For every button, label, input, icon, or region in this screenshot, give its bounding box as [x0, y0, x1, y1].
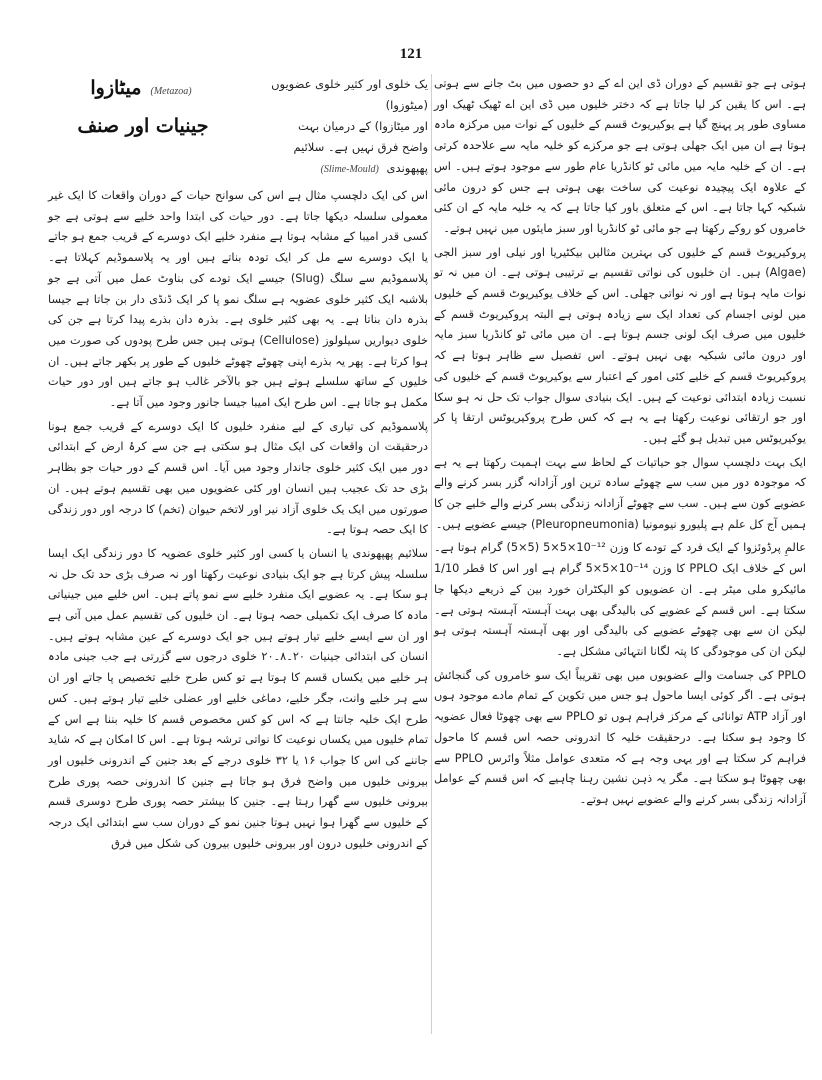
heading-genetics: جینیات اور صنف: [77, 115, 209, 137]
left-heading-block: [48, 74, 428, 180]
left-paragraph-1: اس کی ایک دلچسپ مثال ہے اس کی سوانح حیات کے دوران واقعات کا ایک غیر معمولی سلسلہ دیکھا جاتا ہے۔ دور حیات کی ابتدا واحد خلیے سے ہوتی ہے جو کسی قدر امیبا کے مشابہ ہوتا ہے منفرد خلیے ایک دوسرے کے قریب جمع ہو جاتے یا ایک دوسرے سے مل کر ایک تودہ بناتے ہیں اور یہ پلاسموڈیم کہلاتا ہے۔ پلاسموڈیم سے سلگ (Slug) جیسے ایک تودے کی بناوٹ عمل میں آتی ہے جو بلاشبہ ایک کثیر خلوی عضویہ ہے سلگ نمو پا کر ایک ڈنڈی دار بن جاتا ہے جیسا بذرہ دان بناتا ہے۔ یہ بھی کثیر خلوی ہے۔ بذرہ دان بذرے پیدا کرتا ہے جن کی خلوی دیواریں سیلولوز (Cellulose) ہوتی ہیں جس طرح پودوں کی صورت میں ہوا کرتا ہے۔ پھر یہ بذرے اپنی چھوٹے چھوٹے خلیوں کے طور پر بکھر جاتے ہیں۔ ان خلیوں کے ساتھ سلسلے ہوتے ہیں جو بالآخر غالب ہو جاتے ہیں اور دور حیات مکمل ہو جاتا ہے۔ اس طرح ایک امیبا جیسا جانور وجود میں آتا ہے۔: [48, 189, 428, 410]
side-note-line: یک خلوی اور کثیر خلوی عضویوں (میٹوزوا): [271, 77, 428, 112]
column-divider: [431, 74, 432, 1034]
right-paragraph-5: PPLO کی جسامت والے عضویوں میں بھی تقریباً ایک سو خامروں کی گنجائش ہوتی ہے۔ اگر کوئی ایسا ماحول ہو جس میں تکوین کے تمام مادے موجود ہوں اور آزاد ATP توانائی کے مرکز فراہم ہوں تو PPLO سے بھی چھوٹا فعال عضویہ کا وجود ہو سکتا ہے۔ درحقیقت خلیہ کا اندرونی حصہ اس قسم کا ماحول فراہم کر سکتا ہے اور یہی وجہ ہے کہ متعدی عوامل مثلاً وائرس PPLO سے بھی چھوٹا ہو سکتا ہے۔ مگر یہ ذہن نشین رہنا چاہیے کہ اس قسم کے عوامل آزادانہ زندگی بسر کرنے والے عضویے نہیں ہوتے۔: [434, 668, 807, 806]
side-note: [243, 74, 428, 180]
right-column: [434, 74, 806, 814]
left-paragraph-2: پلاسموڈیم کی تیاری کے لیے منفرد خلیوں کا ایک دوسرے کے قریب جمع ہونا درحقیقت ان واقعات کی ایک مثال ہو سکتی ہے جن سے کرۂ ارض کے ابتدائی دور میں ایک کثیر خلوی جاندار وجود میں آیا۔ اس قسم کے دور حیات جو بظاہر بڑی حد تک عجیب ہیں انسان اور کئی عضویوں میں بھی تقسیم ہوتے ہیں۔ ان صورتوں میں ایک یک خلوی آزاد نیر اور لاتخم حیوان (تخم) کا درجہ اور دور زندگی کا ایک حصہ ہوتا ہے۔: [48, 419, 428, 537]
side-note-line: پھپھوندی: [386, 161, 428, 175]
right-paragraph-3: ایک بہت دلچسپ سوال جو حیاتیات کے لحاظ سے بہت اہمیت رکھتا ہے یہ ہے کہ موجودہ دور میں سب سے چھوٹے سادہ ترین اور آزادانہ گزر بسر کرنے والے عضویے کون سے ہیں۔ سب سے چھوٹے آزادانہ زندگی بسر کرنے والے خلیے جن کا ہمیں آج کل علم ہے پلیورو نیومونیا (Pleuropneumonia) جیسے عضویے ہیں۔: [434, 455, 806, 531]
side-note-line: اور میٹازوا) کے درمیان بہت: [297, 119, 428, 133]
side-note-line: واضح فرق نہیں ہے۔ سلائیم: [293, 140, 428, 154]
left-column: [48, 74, 428, 858]
left-paragraph-3: سلائیم پھپھوندی یا انسان یا کسی اور کثیر خلوی عضویہ کا دور زندگی ایک ایسا سلسلہ پیش کرتا ہے جو ایک بنیادی نوعیت رکھتا اور نہ صرف بڑی حد تک حل نہ ہو سکا ہے۔ یہ عضویے ایک منفرد خلیے سے نمو پاتے ہیں۔ اس خلیے میں جینیاتی مادہ کا صرف ایک تکمیلی حصہ ہوتا ہے۔ ان خلیوں کی تقسیم عمل میں آتی ہے اور ان سے ایسے خلیے تیار ہوتے ہیں جو ایک دوسرے کے عین مشابہ ہوتے ہیں۔ انسان کی ابتدائی جینیات ۲۰۔۸۔۲۰ خلوی درجوں سے گزرتی ہے جب جینی مادہ ہر خلیے میں یکساں قسم کا ہوتا ہے تو کس طرح خلیے تخصیص پا جاتے اور ان سے ہر خلیے وانت، جگر خلیے، دماغی خلیے اور عضلی خلیے تیار ہوتے ہیں۔ کس طرح ایک خلیہ جانتا ہے کہ اس کو کس مخصوص قسم کا خلیہ بننا ہے اس کے تمام خلیوں میں یکساں نوعیت کا نواتی ترشہ ہوتا ہے۔ اس کا امکان ہے کہ شاید جاننے کی اس کا جواب ۱۶ یا ۳۲ خلوی درجے کے بعد جنین کے اندرونی خلیوں اور بیرونی خلیوں میں واضح فرق ہو جاتا ہے جنین کا اندرونی حصہ پوری طرح بیرونی خلیوں سے گھرا رہتا ہے۔ جنین کا بیشتر حصہ پوری طرح دوسری قسم کے خلیوں سے گھرا ہوا نہیں ہوتا جنین نمو کے دوران سب سے ابتدائی ایک درجہ کے اندرونی خلیوں درون اور بیرونی خلیوں بیرون کی شکل میں فرق: [48, 546, 428, 850]
heading-metazoa: میٹازوا: [90, 77, 142, 99]
slime-mould-gloss: (Slime-Mould): [320, 164, 379, 175]
right-paragraph-4: عالمِ پرڈوئزوا کے ایک فرد کے تودے کا وزن ¹²⁻10×5×5 (5×5) گرام ہوتا ہے۔ اس کے خلاف ایک PPLO کا وزن ¹⁴⁻10×5×5 گرام ہے اور اس کا قطر 1/10 مائیکرو ملی میٹر ہے۔ ان عضویوں کو الیکٹران خورد بین کے ذریعے دیکھا جا سکتا ہے۔ اس قسم کے عضویے کی بالیدگی بھی بہت آہستہ آہستہ ہوتی ہے۔ لیکن ان سے بھی چھوٹے عضویے کی بالیدگی اور بھی آہستہ آہستہ ہوتی ہو لیکن ان کی موجودگی کا پتہ لگانا انتہائی مشکل ہے۔: [434, 541, 806, 658]
metazoa-gloss: (Metazoa): [150, 86, 192, 97]
right-paragraph-1: ہوتی ہے جو تقسیم کے دوران ڈی این اے کے دو حصوں میں بٹ جانے سے ہوتی ہے۔ اس کا یقین کر لیا جاتا ہے کہ دختر خلیوں میں ڈی این اے ٹھیک ٹھیک اور مساوی طور پر پہنچ گیا ہے یوکیریوٹ قسم کے خلیوں کے نوات میں مرکزہ مادہ ہوتا ہے ان میں ایک جھلی ہوتی ہے جو مرکزے کو خلیہ مایہ سے علاحدہ کرتی ہے۔ ان کے خلیہ مایہ میں مائی ٹو کانڈریا عام طور سے موجود ہوتے ہیں۔ اس کے علاوہ ایک پیچیدہ نوعیت کی ساخت بھی ہوتی ہے جس کو درون مائی شبکیہ کہا جاتا ہے۔ اس کے متعلق باور کیا جاتا ہے کہ یہ خلیہ مایہ کے ان کئی خامروں کو روکے رکھتا ہے جو مائی ٹو کانڈریا اور سبز مایئوں میں نہیں ہوتے۔: [434, 77, 806, 235]
headings: [48, 74, 238, 140]
right-paragraph-2: پروکیریوٹ قسم کے خلیوں کی بہترین مثالیں بیکٹیریا اور نیلی اور سبز الجی (Algae) ہیں۔ ان خلیوں کی نواتی تقسیم بے ترتیبی ہوتی ہے۔ ان میں نہ تو نوات مایہ ہوتا ہے اور نہ نواتی جھلی۔ اس کے خلاف یوکیریوٹ قسم کے خلیوں میں لونی اجسام کی تعداد ایک سے زیادہ ہوتی ہے البتہ پروکیریوٹ قسم کے خلیوں میں صرف ایک لونی جسم ہوتا ہے۔ ان میں مائی ٹو کانڈریا سبز مایہ اور درون مائی شبکیہ بھی نہیں ہوتے۔ اس تفصیل سے ظاہر ہوتا ہے کہ پروکیریوٹ قسم کے خلیے کئی امور کے اعتبار سے یوکیریوٹ قسم کے خلیوں کی نسبت زیادہ ابتدائی نوعیت کے ہیں۔ ایک بنیادی سوال جواب تک حل نہ ہو سکا اور جو ارتقائی نوعیت رکھتا ہے یہ ہے کہ کس طرح پروکیریوٹس ارتقا پا کر یوکیریوٹس میں تبدیل ہو گئے ہیں۔: [434, 245, 806, 445]
page-number: 121: [399, 46, 423, 62]
